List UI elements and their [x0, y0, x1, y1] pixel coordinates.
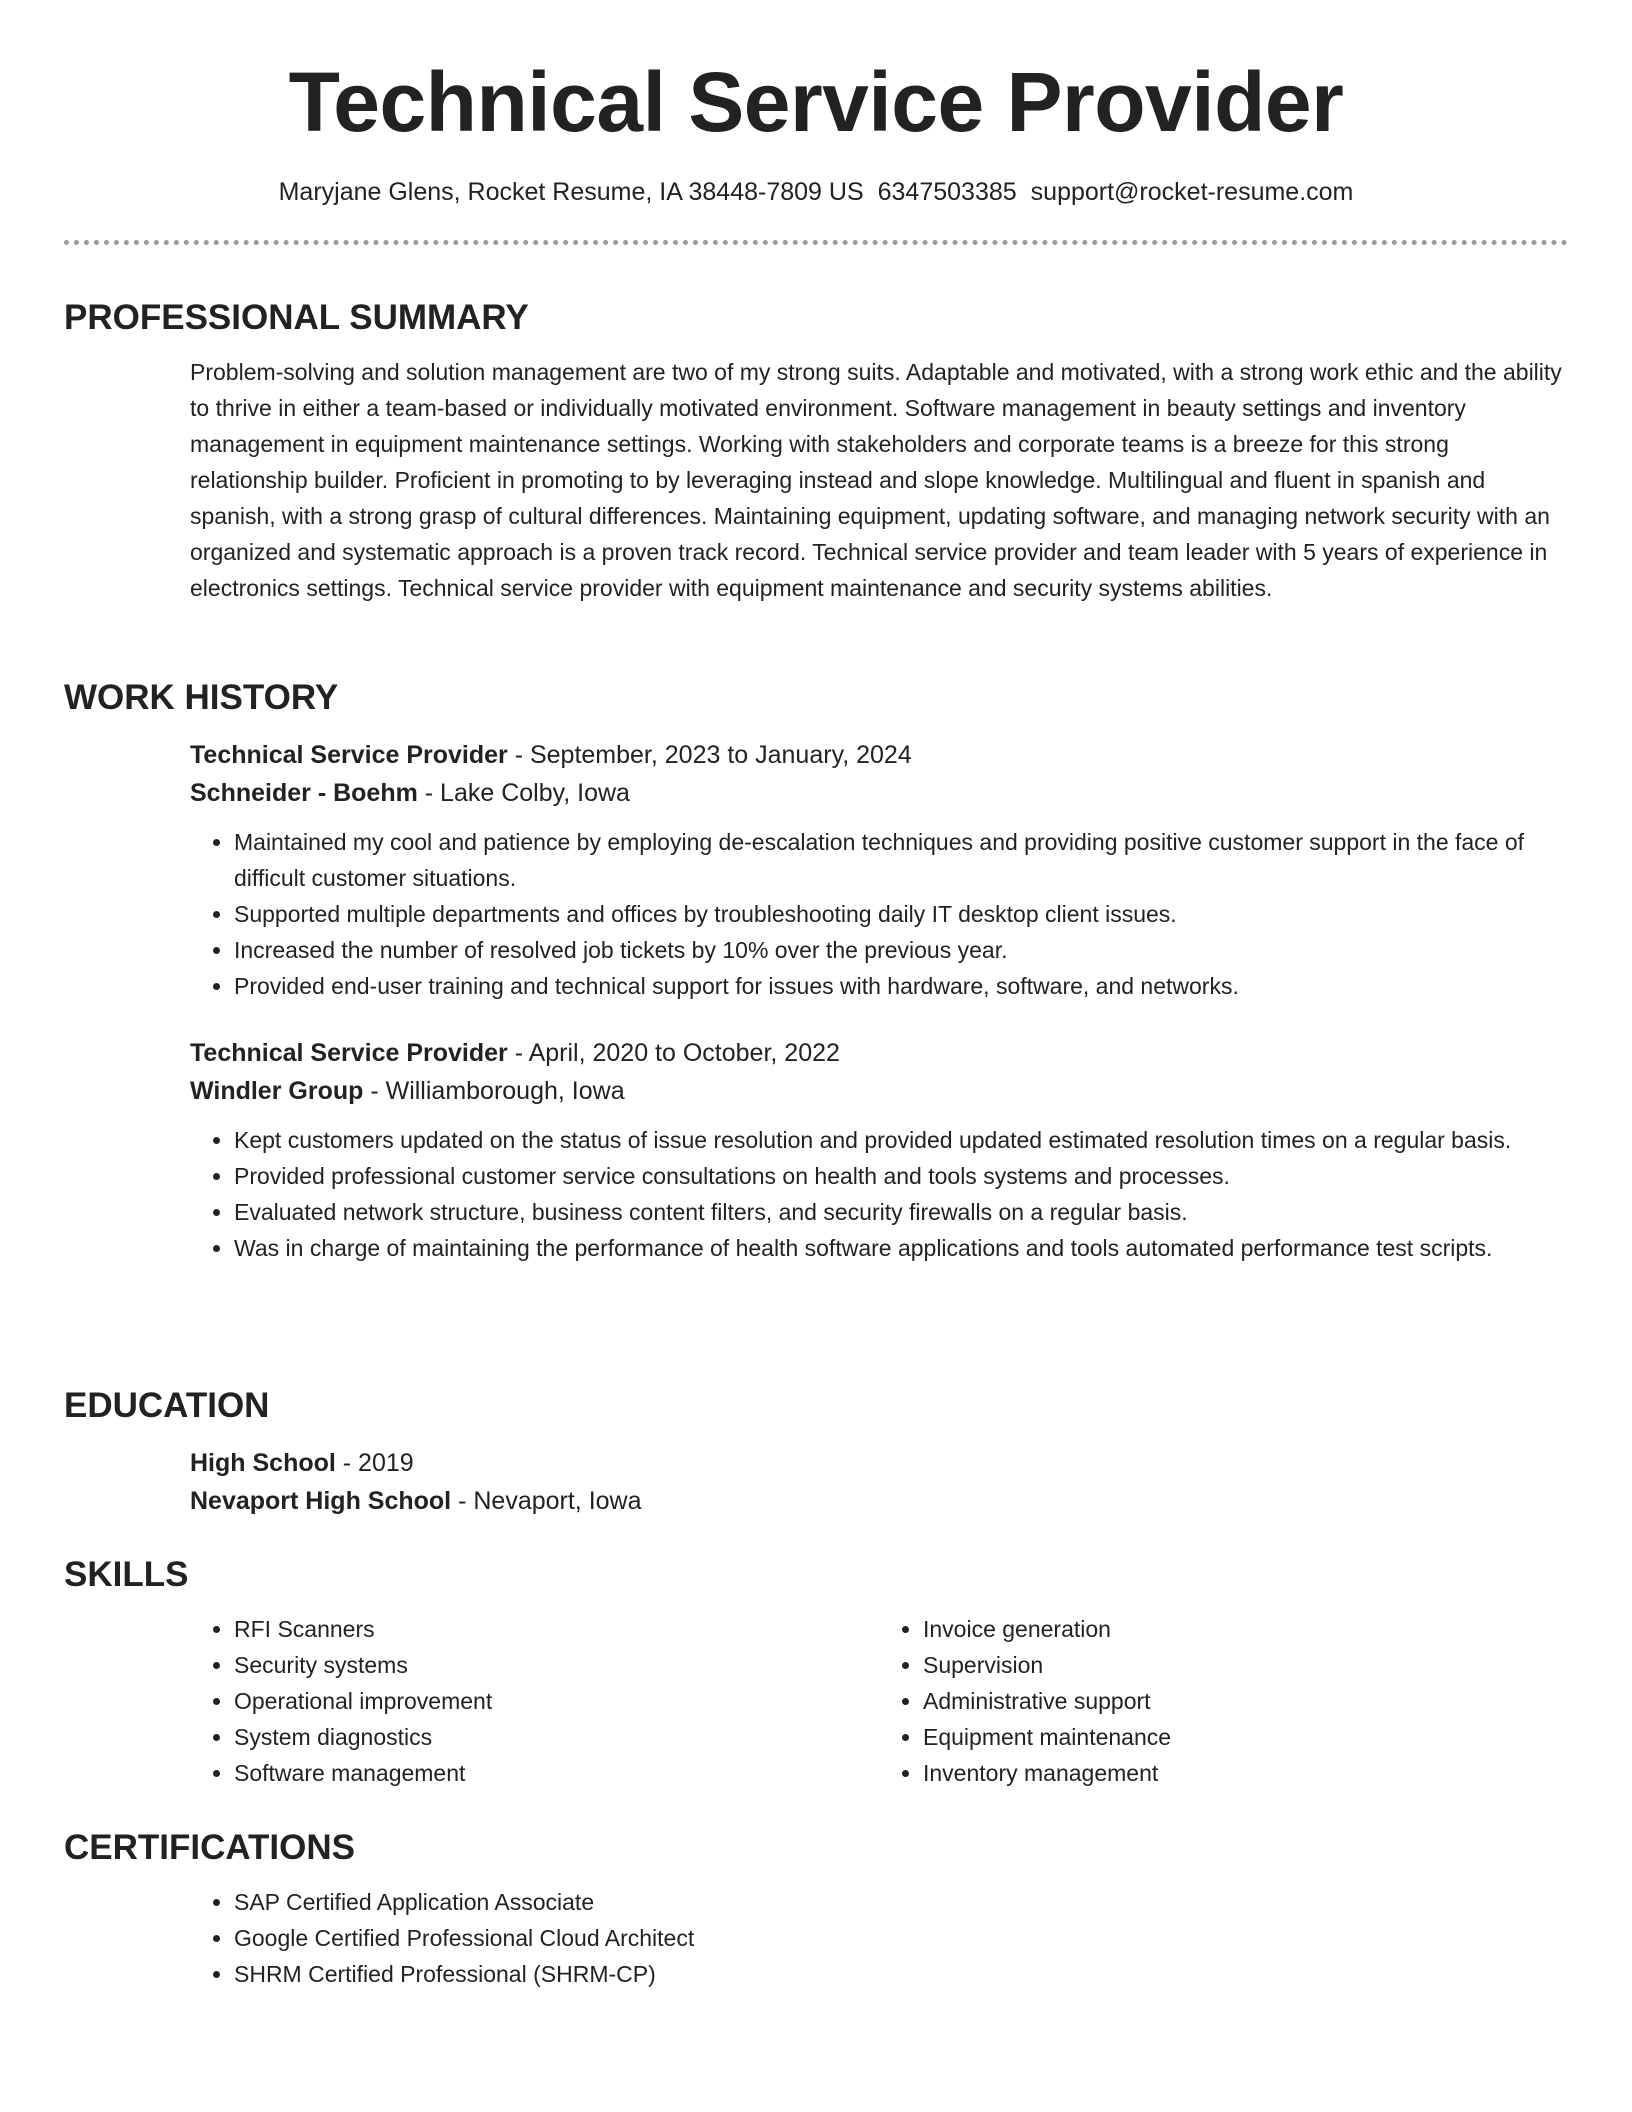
- certification-item: • SAP Certified Application Associate: [234, 1884, 1568, 1920]
- skill-item: • Security systems: [234, 1647, 879, 1683]
- job-title-line: [190, 1034, 1568, 1072]
- skill-item: • Supervision: [923, 1647, 1568, 1683]
- certification-item: • SHRM Certified Professional (SHRM-CP): [234, 1956, 1568, 1992]
- job-bullets: [190, 1122, 1568, 1266]
- job-bullet: • Provided professional customer service consultations on health and tools systems and processes.: [234, 1158, 1568, 1194]
- skill-item: • System diagnostics: [234, 1719, 879, 1755]
- skill-item: • Software management: [234, 1755, 879, 1791]
- job-bullet: • Provided end-user training and technical support for issues with hardware, software, and networks.: [234, 968, 1568, 1004]
- work-title: WORK HISTORY: [64, 678, 339, 717]
- certifications-list: [190, 1884, 1568, 1992]
- job-company-line: [190, 774, 1568, 812]
- skills-title: SKILLS: [64, 1555, 189, 1594]
- job-entry: [190, 736, 1568, 1004]
- job-company-line: [190, 1072, 1568, 1110]
- skill-item: • Equipment maintenance: [923, 1719, 1568, 1755]
- education-section: [64, 1384, 1568, 1520]
- summary-title: PROFESSIONAL SUMMARY: [64, 298, 529, 337]
- skills-list-right: [879, 1611, 1568, 1791]
- job-entry: [190, 1034, 1568, 1266]
- summary-text: Problem-solving and solution management are two of my strong suits. Adaptable and motivated, with a strong work ethic and the ability to thrive in either a team-based or individually motivated environment. Software management in beauty settings and inventory management in equipment maintenance settings. Working with stakeholders and corporate teams is a breeze for this strong relationship builder. Proficient in promoting to by leveraging instead and slope knowledge. Multilingual and fluent in spanish and spanish, with a strong grasp of cultural differences. Maintaining equipment, updating software, and managing network security with an organized and systematic approach is a proven track record. Technical service provider and team leader with 5 years of experience in electronics settings. Technical service provider with equipment maintenance and security systems abilities.: [190, 359, 1562, 601]
- contact-line: [64, 177, 1568, 207]
- certifications-section: [64, 1826, 1568, 1992]
- job-role: Technical Service Provider: [190, 1039, 508, 1067]
- job-bullet: • Maintained my cool and patience by employing de-escalation techniques and providing positive customer support in the face of difficult customer situations.: [234, 824, 1568, 896]
- skills-section: [64, 1553, 1568, 1791]
- job-bullet: • Supported multiple departments and offices by troubleshooting daily IT desktop client issues.: [234, 896, 1568, 932]
- job-location: - Lake Colby, Iowa: [417, 779, 630, 807]
- work-section: [64, 676, 1568, 1266]
- education-location: - Nevaport, Iowa: [451, 1487, 642, 1515]
- education-degree-line: [190, 1444, 1568, 1482]
- education-year: - 2019: [335, 1449, 414, 1477]
- skill-item: • RFI Scanners: [234, 1611, 879, 1647]
- resume-page: [64, 0, 1568, 1987]
- contact-email: support@rocket-resume.com: [1030, 178, 1354, 206]
- skill-item: • Invoice generation: [923, 1611, 1568, 1647]
- education-school-line: [190, 1482, 1568, 1520]
- skill-item: • Operational improvement: [234, 1683, 879, 1719]
- job-bullet: • Evaluated network structure, business content filters, and security firewalls on a regular basis.: [234, 1194, 1568, 1230]
- certification-item: • Google Certified Professional Cloud Architect: [234, 1920, 1568, 1956]
- skills-list-left: [190, 1611, 879, 1791]
- contact-address: Maryjane Glens, Rocket Resume, IA 38448-7809 US: [278, 178, 864, 206]
- job-company: Windler Group: [190, 1077, 364, 1105]
- job-company: Schneider - Boehm: [190, 779, 418, 807]
- job-title-line: [190, 736, 1568, 774]
- header-divider: [64, 240, 1568, 245]
- job-bullet: • Increased the number of resolved job tickets by 10% over the previous year.: [234, 932, 1568, 968]
- skill-item: • Inventory management: [923, 1755, 1568, 1791]
- job-dates: - September, 2023 to January, 2024: [507, 741, 912, 769]
- job-dates: - April, 2020 to October, 2022: [507, 1039, 840, 1067]
- job-bullet: • Kept customers updated on the status of issue resolution and provided updated estimated resolution times on a regular basis.: [234, 1122, 1568, 1158]
- education-degree: High School: [190, 1449, 336, 1477]
- job-role: Technical Service Provider: [190, 741, 508, 769]
- job-bullet: • Was in charge of maintaining the performance of health software applications and tools automated performance test scripts.: [234, 1230, 1568, 1266]
- education-school: Nevaport High School: [190, 1487, 452, 1515]
- resume-name: Technical Service Provider: [288, 55, 1344, 149]
- job-location: - Williamborough, Iowa: [363, 1077, 625, 1105]
- contact-phone: 6347503385: [877, 178, 1017, 206]
- job-bullets: [190, 824, 1568, 1004]
- education-title: EDUCATION: [64, 1386, 270, 1425]
- skill-item: • Administrative support: [923, 1683, 1568, 1719]
- certifications-title: CERTIFICATIONS: [64, 1828, 356, 1867]
- summary-section: [64, 296, 1568, 606]
